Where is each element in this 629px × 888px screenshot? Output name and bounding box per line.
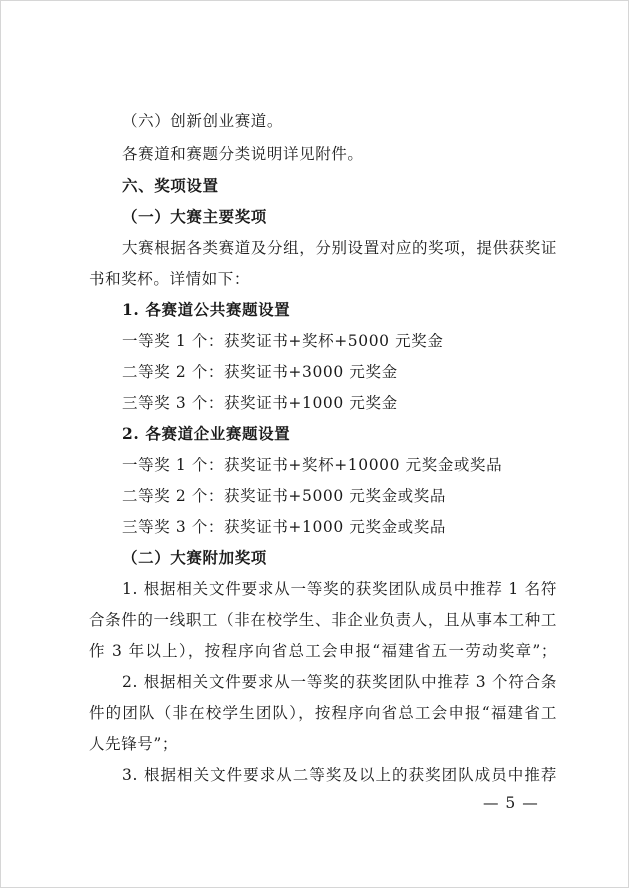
section-heading-awards: 六、奖项设置 — [122, 176, 219, 195]
paragraph-additional-3-line-1: 3. 根据相关文件要求从二等奖及以上的获奖团队成员中推荐 — [122, 766, 557, 784]
paragraph-track-six: （六）创新创业赛道。 — [122, 112, 284, 130]
paragraph-additional-1-line-3: 作 3 年以上），按程序向省总工会申报“福建省五一劳动奖章”； — [89, 642, 557, 660]
award-public-third: 三等奖 3 个：获奖证书+1000 元奖金 — [122, 394, 398, 412]
list-heading-enterprise-topics: 2. 各赛道企业赛题设置 — [122, 424, 291, 443]
paragraph-main-awards-line-2: 书和奖杯。详情如下： — [89, 270, 251, 288]
award-public-second: 二等奖 2 个：获奖证书+3000 元奖金 — [122, 363, 398, 381]
paragraph-additional-1-line-2: 合条件的一线职工（非在校学生、非企业负责人，且从事本工种工 — [89, 611, 557, 629]
page-number: — 5 — — [483, 794, 539, 812]
paragraph-main-awards-line-1: 大赛根据各类赛道及分组，分别设置对应的奖项，提供获奖证 — [122, 239, 557, 257]
award-enterprise-second: 二等奖 2 个：获奖证书+5000 元奖金或奖品 — [122, 487, 446, 505]
paragraph-additional-2-line-3: 人先锋号”； — [89, 735, 179, 753]
list-heading-public-topics: 1. 各赛道公共赛题设置 — [122, 300, 291, 319]
award-enterprise-third: 三等奖 3 个：获奖证书+1000 元奖金或奖品 — [122, 518, 446, 536]
award-public-first: 一等奖 1 个：获奖证书+奖杯+5000 元奖金 — [122, 332, 444, 350]
paragraph-appendix-note: 各赛道和赛题分类说明详见附件。 — [122, 145, 364, 163]
paragraph-additional-1-line-1: 1. 根据相关文件要求从一等奖的获奖团队成员中推荐 1 名符 — [122, 580, 557, 598]
paragraph-additional-2-line-2: 件的团队（非在校学生团队），按程序向省总工会申报“福建省工 — [89, 704, 557, 722]
award-enterprise-first: 一等奖 1 个：获奖证书+奖杯+10000 元奖金或奖品 — [122, 456, 503, 474]
subsection-heading-additional-awards: （二）大赛附加奖项 — [122, 548, 267, 567]
subsection-heading-main-awards: （一）大赛主要奖项 — [122, 207, 267, 226]
paragraph-additional-2-line-1: 2. 根据相关文件要求从一等奖的获奖团队中推荐 3 个符合条 — [122, 673, 557, 691]
